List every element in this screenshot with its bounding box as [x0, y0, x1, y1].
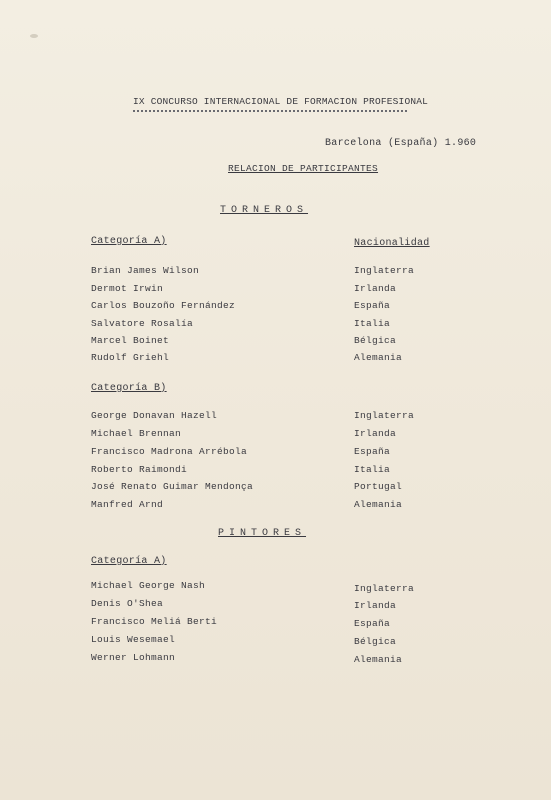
participant-name: Michael Brennan: [91, 428, 182, 439]
participant-name: Manfred Arnd: [91, 499, 164, 510]
participant-name: Marcel Boinet: [91, 335, 170, 346]
participant-name: Louis Wesemael: [91, 634, 176, 645]
participant-country: Irlanda: [354, 428, 397, 439]
participant-country: Italia: [354, 464, 391, 475]
participant-country: Inglaterra: [354, 410, 415, 421]
participant-country: Portugal: [354, 481, 403, 492]
participant-name: Michael George Nash: [91, 580, 206, 591]
participant-country: Inglaterra: [354, 583, 415, 594]
section-title-torneros: TORNEROS: [220, 205, 309, 216]
participant-name: George Donavan Hazell: [91, 410, 218, 421]
participant-country: Bélgica: [354, 636, 397, 647]
participant-country: Irlanda: [354, 283, 397, 294]
participant-country: Alemania: [354, 654, 403, 665]
participant-country: Alemania: [354, 352, 403, 363]
paper-mark: [30, 34, 38, 38]
participant-name: Rudolf Griehl: [91, 352, 170, 363]
participant-name: Werner Lohmann: [91, 652, 176, 663]
participant-name: José Renato Guimar Mendonça: [91, 481, 254, 492]
participant-name: Francisco Madrona Arrébola: [91, 446, 248, 457]
participant-country: España: [354, 618, 391, 629]
participant-name: Francisco Meliá Berti: [91, 616, 218, 627]
category-label: Categoría B): [91, 383, 167, 394]
participant-name: Denis O'Shea: [91, 598, 164, 609]
participant-name: Brian James Wilson: [91, 265, 200, 276]
participant-name: Carlos Bouzoño Fernández: [91, 300, 236, 311]
participant-name: Dermot Irwin: [91, 283, 164, 294]
participant-name: Salvatore Rosalía: [91, 318, 194, 329]
participant-country: Inglaterra: [354, 265, 415, 276]
section-title-pintores: PINTORES: [218, 528, 307, 539]
participant-country: Italia: [354, 318, 391, 329]
nationality-header: Nacionalidad: [354, 238, 430, 249]
category-label: Categoría A): [91, 236, 167, 247]
document-title: IX CONCURSO INTERNACIONAL DE FORMACION PROFESIONAL: [133, 96, 429, 107]
participant-country: España: [354, 300, 391, 311]
category-label: Categoría A): [91, 556, 167, 567]
place-date: Barcelona (España) 1.960: [325, 138, 477, 149]
participant-name: Roberto Raimondi: [91, 464, 188, 475]
list-title: RELACION DE PARTICIPANTES: [228, 163, 379, 174]
participant-country: Alemania: [354, 499, 403, 510]
participant-country: Irlanda: [354, 600, 397, 611]
title-dotted-rule: [133, 110, 407, 112]
participant-country: Bélgica: [354, 335, 397, 346]
participant-country: España: [354, 446, 391, 457]
